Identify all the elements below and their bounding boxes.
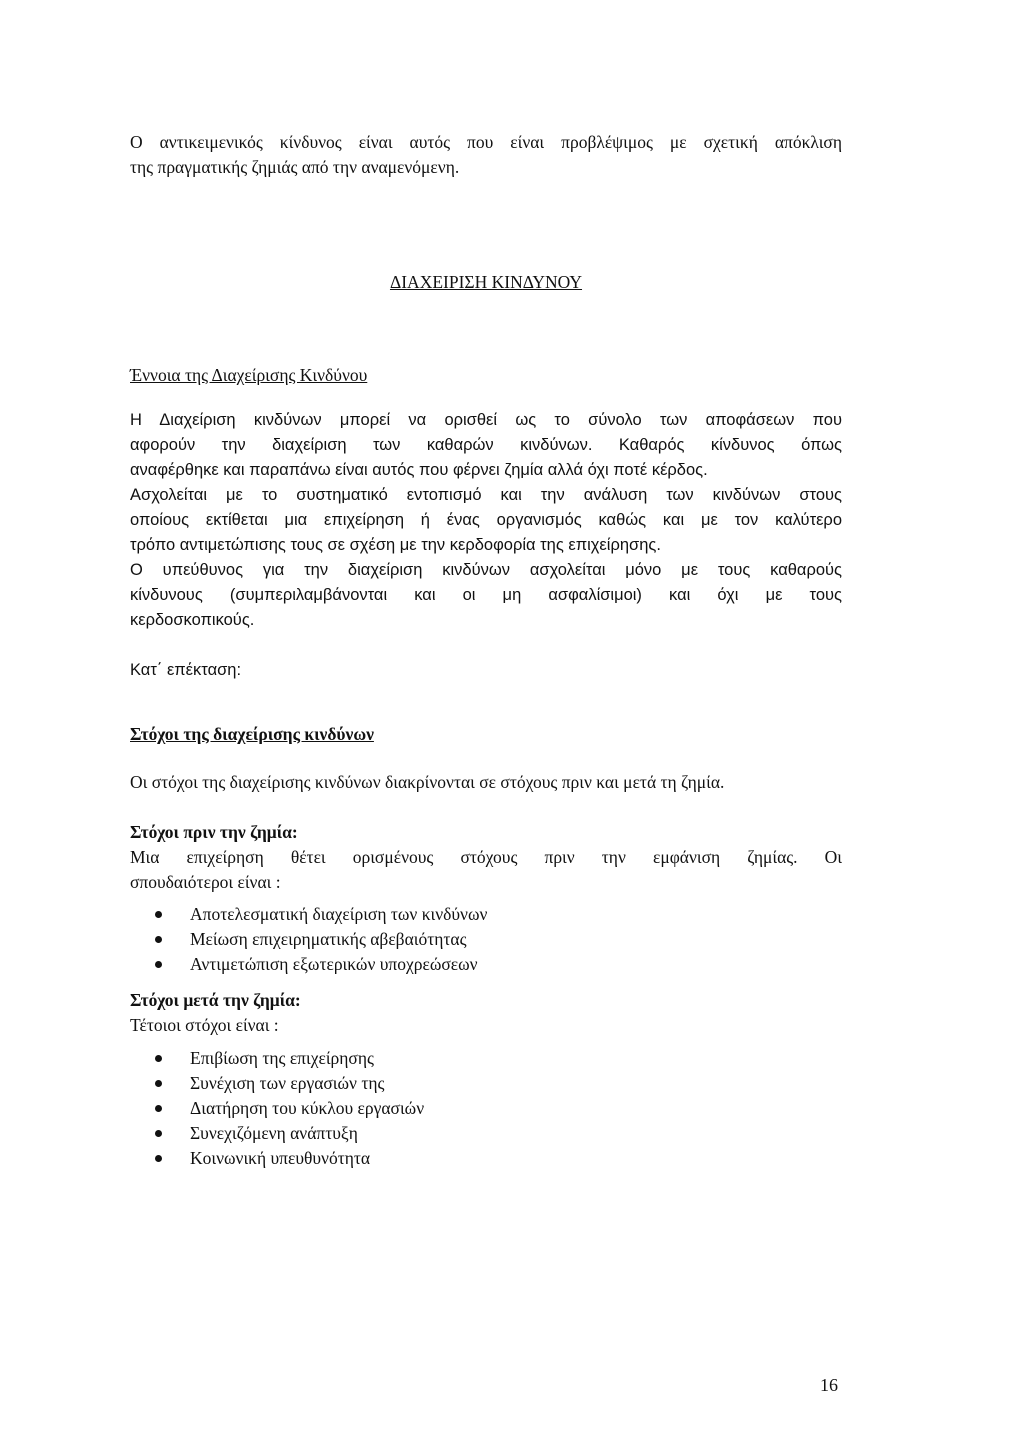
list-item-text: Συνεχιζόμενη ανάπτυξη bbox=[190, 1123, 358, 1143]
bullet-icon bbox=[155, 1130, 162, 1137]
concept-heading: Έννοια της Διαχείρισης Κινδύνου bbox=[130, 365, 368, 385]
intro-paragraph bbox=[130, 130, 842, 180]
bullet-icon bbox=[155, 1080, 162, 1087]
list-item bbox=[130, 902, 842, 927]
goals-after bbox=[130, 988, 842, 1171]
goals-before-list bbox=[130, 902, 842, 977]
list-item-text: Κοινωνική υπευθυνότητα bbox=[190, 1148, 371, 1168]
goals-after-line: Τέτοιοι στόχοι είναι : bbox=[130, 1015, 279, 1035]
list-item bbox=[130, 927, 842, 952]
concept-p1-line: Η Διαχείριση κινδύνων μπορεί να ορισθεί ως το σύνολο των αποφάσεων που bbox=[130, 411, 842, 429]
list-item-text: Επιβίωση της επιχείρησης bbox=[190, 1048, 374, 1068]
bullet-icon bbox=[155, 1055, 162, 1062]
list-item-text: Μείωση επιχειρηματικής αβεβαιότητας bbox=[190, 929, 467, 949]
list-item bbox=[130, 1146, 842, 1171]
goals-before-line: σπουδαιότεροι είναι : bbox=[130, 872, 281, 892]
extension-text: Κατ΄ επέκταση: bbox=[130, 661, 242, 679]
list-item-text: Αποτελεσματική διαχείριση των κινδύνων bbox=[190, 904, 488, 924]
bullet-icon bbox=[155, 1155, 162, 1162]
bullet-icon bbox=[155, 936, 162, 943]
intro-line: Ο αντικειμενικός κίνδυνος είναι αυτός που είναι προβλέψιμος με σχετική απόκλιση bbox=[130, 132, 842, 152]
goals-heading: Στόχοι της διαχείρισης κινδύνων bbox=[130, 724, 374, 744]
goals-before-label: Στόχοι πριν την ζημία: bbox=[130, 822, 298, 842]
list-item bbox=[130, 952, 842, 977]
concept-p1-line: αφορούν την διαχείριση των καθαρών κινδύνων. Καθαρός κίνδυνος όπως bbox=[130, 436, 842, 454]
goals-before-line: Μια επιχείρηση θέτει ορισμένους στόχους πριν την εμφάνιση ζημίας. Οι bbox=[130, 847, 842, 867]
section-title: ΔΙΑΧΕΙΡΙΣΗ ΚΙΝΔΥΝΟΥ bbox=[389, 272, 583, 292]
extension-wrap bbox=[130, 658, 842, 683]
concept-heading-wrap bbox=[130, 363, 842, 388]
goals-intro: Οι στόχοι της διαχείρισης κινδύνων διακρίνονται σε στόχους πριν και μετά τη ζημία. bbox=[130, 772, 725, 792]
bullet-icon bbox=[155, 1105, 162, 1112]
goals-intro-wrap bbox=[130, 770, 842, 795]
goals-before bbox=[130, 820, 842, 977]
list-item-text: Συνέχιση των εργασιών της bbox=[190, 1073, 385, 1093]
list-item-text: Αντιμετώπιση εξωτερικών υποχρεώσεων bbox=[190, 954, 478, 974]
list-item bbox=[130, 1096, 842, 1121]
concept-p2-line: τρόπο αντιμετώπισης τους σε σχέση με την κερδοφορία της επιχείρησης. bbox=[130, 536, 661, 554]
concept-p1-line: αναφέρθηκε και παραπάνω είναι αυτός που φέρνει ζημία αλλά όχι ποτέ κέρδος. bbox=[130, 461, 708, 479]
list-item bbox=[130, 1121, 842, 1146]
concept-p3-line: κερδοσκοπικούς. bbox=[130, 611, 255, 629]
concept-body bbox=[130, 408, 842, 633]
goals-after-label: Στόχοι μετά την ζημία: bbox=[130, 990, 301, 1010]
concept-p3-line: Ο υπεύθυνος για την διαχείριση κινδύνων ασχολείται μόνο με τους καθαρούς bbox=[130, 561, 842, 579]
concept-p3-line: κίνδυνους (συμπεριλαμβάνονται και οι μη ασφαλίσιμοι) και όχι με τους bbox=[130, 586, 842, 604]
page-number: 16 bbox=[820, 1375, 838, 1395]
goals-after-list bbox=[130, 1046, 842, 1171]
list-item bbox=[130, 1071, 842, 1096]
bullet-icon bbox=[155, 961, 162, 968]
concept-p2-line: Ασχολείται με το συστηματικό εντοπισμό και την ανάλυση των κινδύνων στους bbox=[130, 486, 842, 504]
section-title-wrap bbox=[130, 270, 842, 295]
goals-heading-wrap bbox=[130, 722, 842, 747]
intro-line: της πραγματικής ζημιάς από την αναμενόμενη. bbox=[130, 157, 460, 177]
concept-p2-line: οποίους εκτίθεται μια επιχείρηση ή ένας οργανισμός καθώς και με τον καλύτερο bbox=[130, 511, 842, 529]
list-item-text: Διατήρηση του κύκλου εργασιών bbox=[190, 1098, 425, 1118]
bullet-icon bbox=[155, 911, 162, 918]
list-item bbox=[130, 1046, 842, 1071]
